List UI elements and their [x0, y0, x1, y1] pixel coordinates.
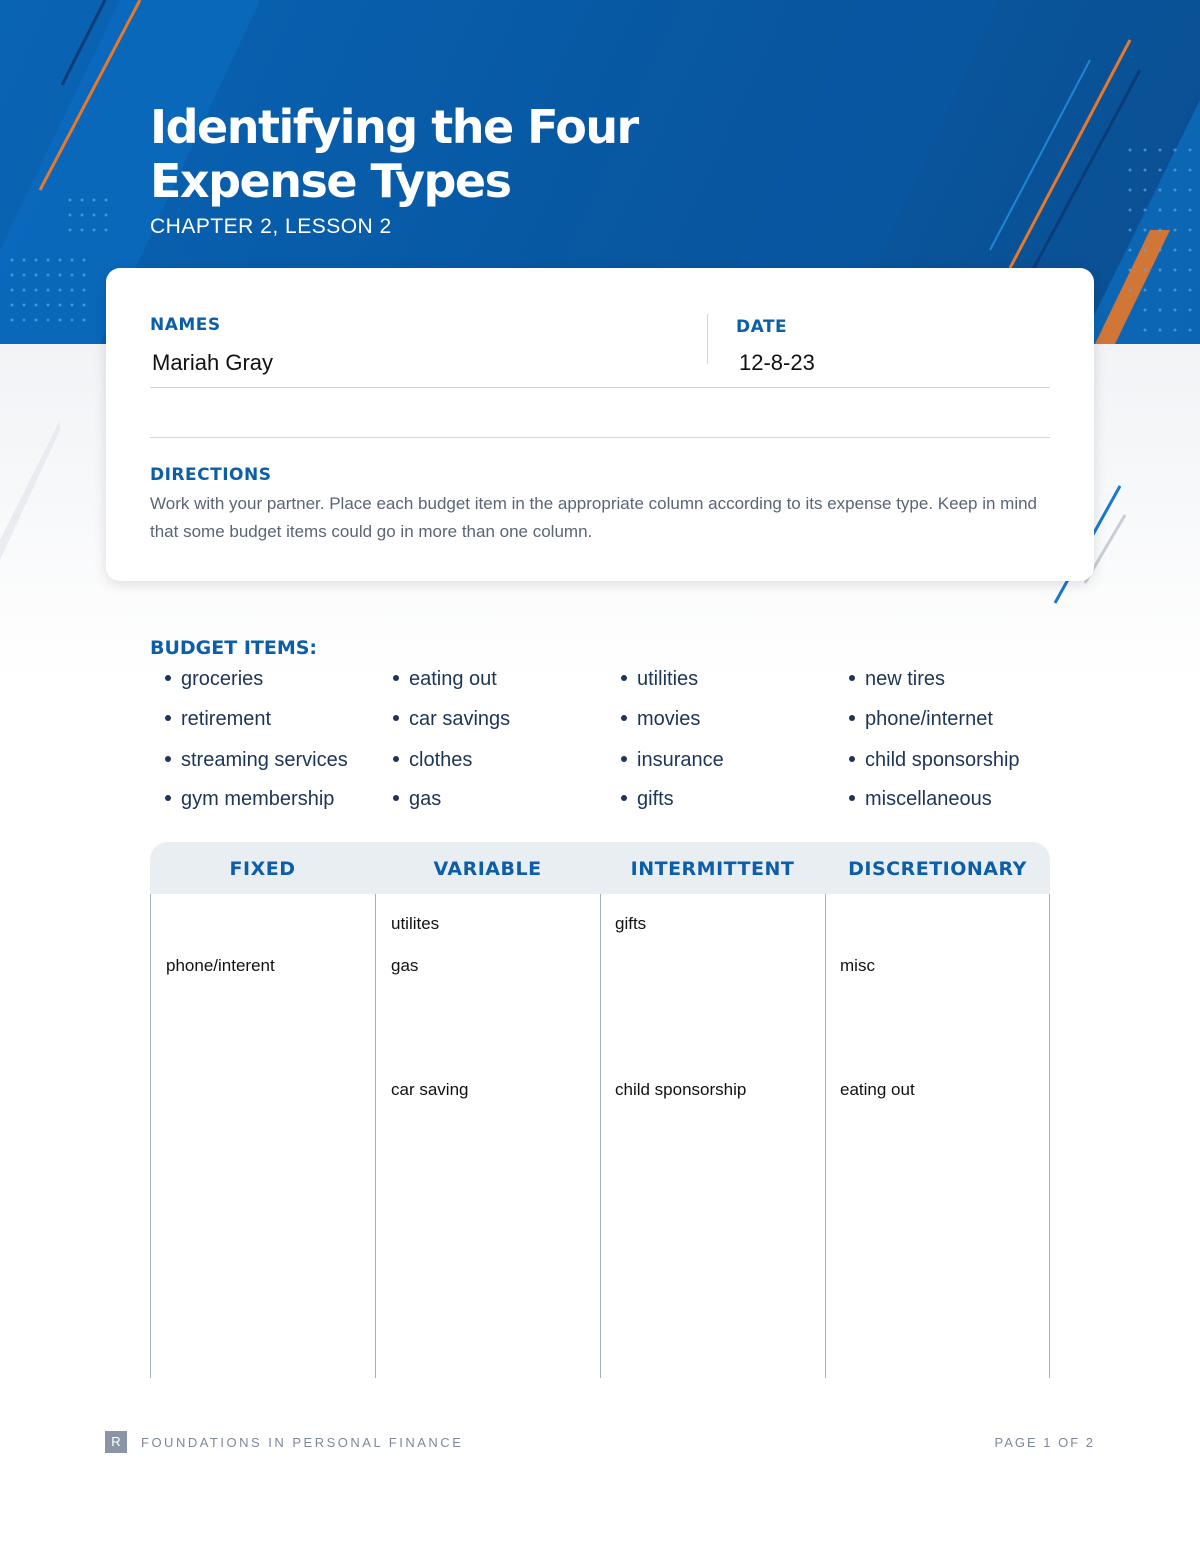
title-line-2: Expense Types	[150, 154, 511, 208]
bullet-icon	[849, 756, 855, 762]
bullet-icon	[165, 795, 171, 801]
col-header-variable: VARIABLE	[433, 858, 542, 880]
bullet-icon	[621, 795, 627, 801]
budget-item: eating out	[393, 668, 497, 691]
col-header-fixed: FIXED	[229, 858, 296, 880]
intermittent-entry[interactable]: child sponsorship	[615, 1080, 747, 1099]
discretionary-entry[interactable]: eating out	[840, 1080, 915, 1099]
bullet-icon	[849, 795, 855, 801]
table-border-right	[1049, 894, 1050, 1378]
ramsey-logo-icon: R	[105, 1431, 127, 1453]
footer-course-name: FOUNDATIONS IN PERSONAL FINANCE	[141, 1435, 464, 1450]
bullet-icon	[393, 675, 399, 681]
names-field[interactable]: Mariah Gray	[152, 350, 274, 375]
directions-label: DIRECTIONS	[150, 465, 272, 485]
bullet-icon	[621, 756, 627, 762]
budget-item: phone/internet	[849, 708, 993, 731]
budget-items-title: BUDGET ITEMS:	[150, 637, 318, 659]
budget-item: movies	[621, 708, 700, 731]
variable-entry[interactable]: car saving	[391, 1080, 469, 1099]
names-second-line	[150, 437, 1050, 438]
budget-item: retirement	[165, 708, 271, 731]
bullet-icon	[165, 756, 171, 762]
budget-item: new tires	[849, 668, 945, 691]
table-divider	[600, 894, 601, 1378]
budget-item: gifts	[621, 788, 674, 811]
bullet-icon	[621, 715, 627, 721]
budget-item: clothes	[393, 749, 472, 772]
budget-item: streaming services	[165, 749, 348, 772]
budget-item: gym membership	[165, 788, 334, 811]
col-header-intermittent: INTERMITTENT	[630, 858, 795, 880]
names-label: NAMES	[150, 315, 221, 335]
names-date-divider	[707, 314, 708, 364]
table-divider	[825, 894, 826, 1378]
names-underline	[150, 387, 1050, 388]
bullet-icon	[849, 715, 855, 721]
budget-item: car savings	[393, 708, 510, 731]
budget-item: groceries	[165, 668, 263, 691]
fixed-entry[interactable]: phone/interent	[166, 956, 275, 975]
date-label: DATE	[736, 317, 788, 337]
budget-item: gas	[393, 788, 441, 811]
bullet-icon	[849, 675, 855, 681]
variable-entry[interactable]: gas	[391, 956, 419, 975]
bullet-icon	[393, 715, 399, 721]
bullet-icon	[393, 795, 399, 801]
intermittent-entry[interactable]: gifts	[615, 914, 647, 933]
bullet-icon	[165, 675, 171, 681]
directions-text: Work with your partner. Place each budget item in the appropriate column according to its expense type. Keep in mind that some budget items could go in more than one column.	[150, 494, 1038, 541]
budget-item: utilities	[621, 668, 698, 691]
variable-entry[interactable]: utilites	[391, 914, 440, 933]
budget-item: child sponsorship	[849, 749, 1020, 772]
table-divider	[375, 894, 376, 1378]
budget-item: miscellaneous	[849, 788, 992, 811]
discretionary-entry[interactable]: misc	[840, 956, 875, 975]
chapter-lesson: CHAPTER 2, LESSON 2	[150, 215, 392, 238]
bullet-icon	[393, 756, 399, 762]
date-field[interactable]: 12-8-23	[739, 350, 815, 375]
bullet-icon	[621, 675, 627, 681]
table-border-left	[150, 894, 151, 1378]
title-line-1: Identifying the Four	[150, 100, 638, 154]
bullet-icon	[165, 715, 171, 721]
col-header-discretionary: DISCRETIONARY	[848, 858, 1027, 880]
budget-item: insurance	[621, 749, 724, 772]
footer-page-number: PAGE 1 OF 2	[994, 1435, 1095, 1450]
